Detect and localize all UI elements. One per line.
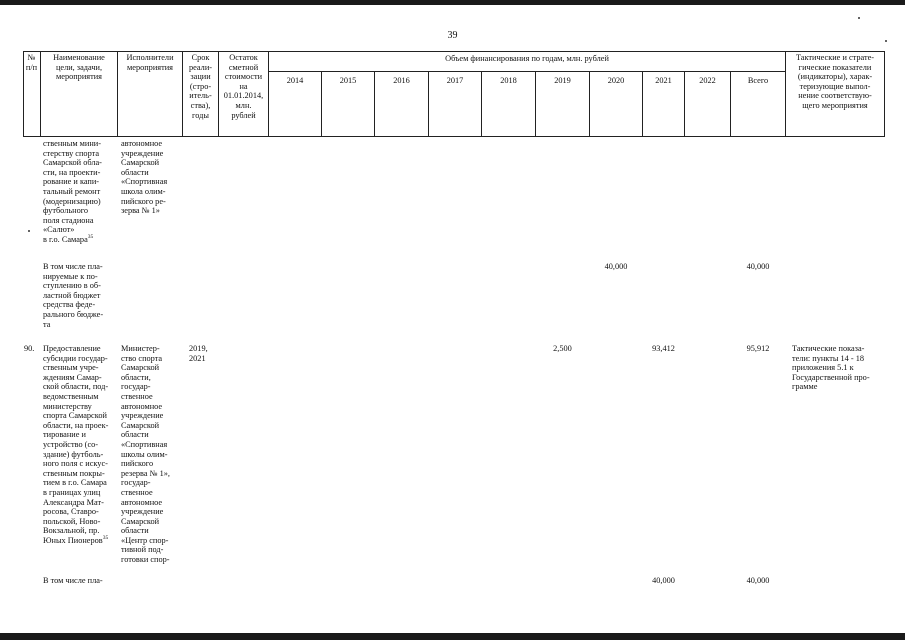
header-year: 2014 (286, 76, 304, 85)
row-90-executors: Министер- ство спорта Самарской области, государ- ственное автономное учреждение Самарской области «Спортивная школы олим- пийского резерва № 1», государ- ственное автономное учреждение Самарской области «Центр спор- тивной под- готовки спор- (121, 344, 170, 565)
header-year: 2022 (699, 76, 716, 85)
row-90-2021: 93,412 (652, 344, 675, 353)
header-year: 2016 (393, 76, 410, 85)
header-year: 2020 (607, 76, 625, 85)
header-year: 2015 (339, 76, 357, 85)
header-total: Всего (747, 76, 769, 85)
row-90-indicators: Тактические показа- тели: пункты 14 - 18 приложения 5.1 к Государственной про- грамме (792, 344, 870, 392)
row-90-name: Предоставление субсидии государ- ственным учре- ждениям Самар- ской области, под- ведомственным министерству спорта Самарской области, на проек- тирование и устройство (со- здание) футболь- ного поля с искус- ственным покры- тием в г.о. Самара в границах улиц Александра Мат- росова, Ставро- польской, Ново- Вокзальной, пр. Юных Пионеров$^{35}$ (43, 344, 109, 545)
header-year: 2018 (500, 76, 517, 85)
footnote-ref: 35 (87, 234, 94, 241)
scan-bottom-border (0, 633, 905, 640)
row-cont-executors: автономное учреждение Самарской области «Спортивная школа олим- пийского ре- зерва № 1» (121, 139, 168, 216)
header-year: 2019 (554, 76, 571, 85)
row-90-total: 95,912 (746, 344, 770, 353)
row-incl-2-name: В том числе пла- (43, 576, 103, 585)
header-funding: Объем финансирования по годам, млн. рублей (445, 54, 609, 63)
row-90-term: 2019, 2021 (189, 344, 208, 363)
row-incl-2-2021: 40,000 (652, 576, 675, 585)
row-incl-1-2020: 40,000 (604, 262, 628, 271)
header-executors: Исполнители мероприятия (126, 53, 174, 72)
header-num: № п/п (25, 53, 38, 72)
row-cont-name: ственным мини- стерству спорта Самарской обла- сти, на проекти- рование и капи- тальный ремонт (модернизацию) футбольного поля стадиона «Салют» в г.о. Самара$^{35}$ (43, 139, 102, 244)
header-indicators: Тактические и страте- гические показатели (индикаторы), харак- теризующие выпол- нение соответствую- щего мероприятия (795, 53, 875, 110)
header-name: Наименование цели, задачи, мероприятия (53, 53, 105, 82)
header-term: Срок реали- зации (стро- итель- ства), годы (188, 53, 213, 120)
row-incl-1-name: В том числе пла- нируемые к по- ступлению в об- ластной бюджет средства феде- рального бюдже- та (43, 262, 104, 329)
row-incl-1-total: 40,000 (746, 262, 770, 271)
row-90-2019: 2,500 (553, 344, 572, 353)
header-year: 2021 (655, 76, 672, 85)
row-incl-2-total: 40,000 (746, 576, 770, 585)
header-remainder: Остаток сметной стоимости на 01.01.2014, млн. рублей (223, 53, 264, 120)
row-90-num: 90. (24, 344, 35, 353)
footnote-ref: 35 (102, 535, 109, 542)
header-year: 2017 (446, 76, 464, 85)
page-number: 39 (447, 30, 458, 41)
